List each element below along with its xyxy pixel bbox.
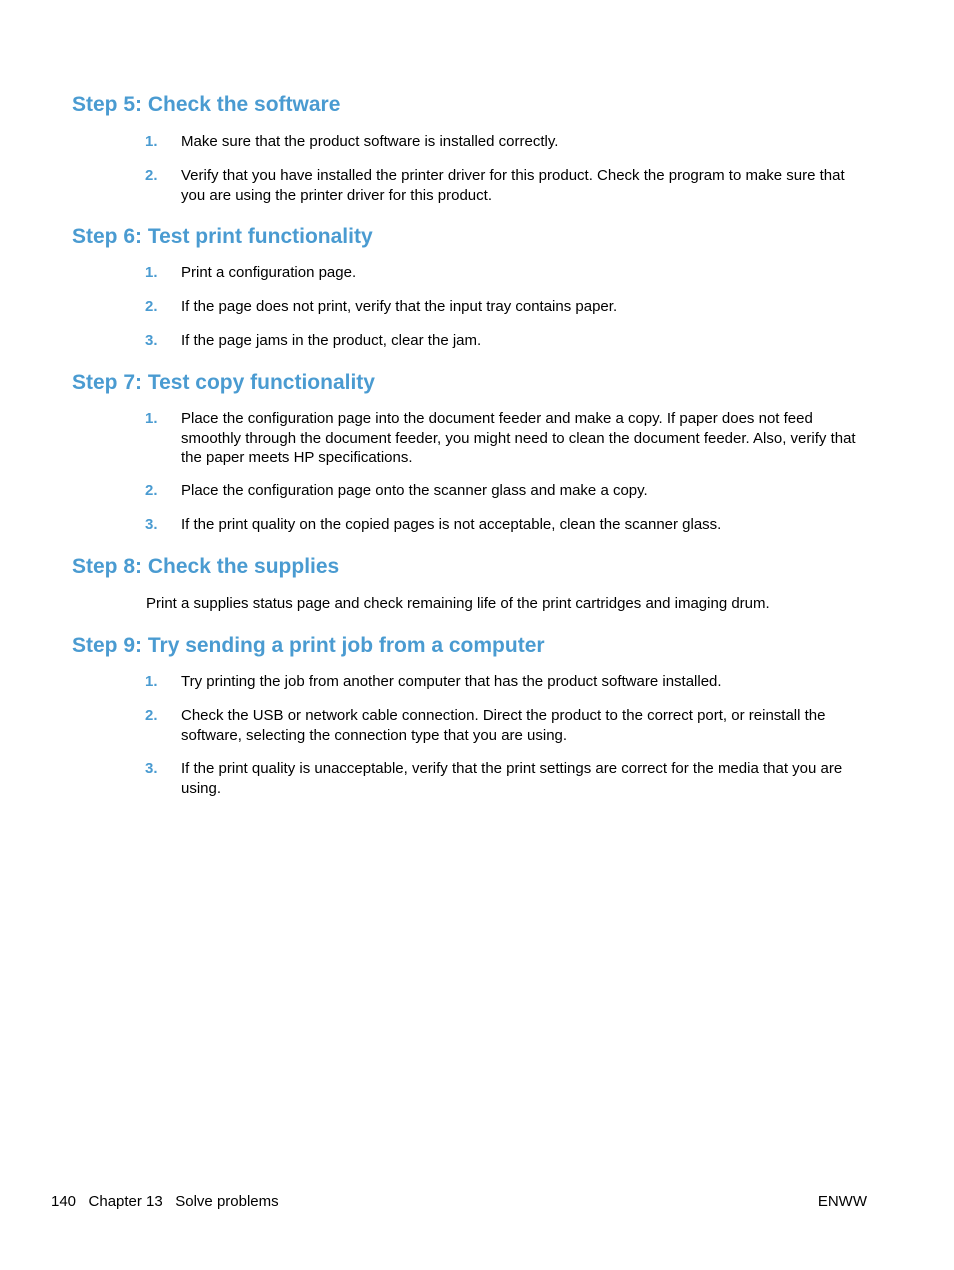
list-text: Check the USB or network cable connection. Direct the product to the correct port, or reinstall the software, selecting the connection type that you are using. <box>181 707 826 744</box>
list-number: 2. <box>145 707 158 724</box>
list-number: 1. <box>145 673 158 690</box>
section-paragraph: Print a supplies status page and check remaining life of the print cartridges and imaging drum. <box>146 595 770 612</box>
list-number: 3. <box>145 760 158 777</box>
footer-locale: ENWW <box>817 1193 867 1210</box>
list-text: Place the configuration page into the document feeder and make a copy. If paper does not feed smoothly through the document feeder, you might need to clean the document feeder. Also, verify that the paper meets HP specifications. <box>181 410 856 466</box>
list-number: 2. <box>145 482 158 499</box>
list-number: 1. <box>145 264 158 281</box>
list-number: 1. <box>145 133 158 150</box>
list-number: 2. <box>145 167 158 184</box>
list-number: 2. <box>145 298 158 315</box>
list-text: Make sure that the product software is installed correctly. <box>181 133 559 150</box>
section-heading: Step 8: Check the supplies <box>72 555 340 578</box>
list-number: 3. <box>145 332 158 349</box>
list-text: If the page does not print, verify that the input tray contains paper. <box>181 298 618 315</box>
list-text: Place the configuration page onto the scanner glass and make a copy. <box>181 482 648 499</box>
footer-page-info: 140 Chapter 13 Solve problems <box>51 1193 279 1210</box>
list-text: Verify that you have installed the printer driver for this product. Check the program to make sure that you are using the printer driver for this product. <box>181 167 845 204</box>
list-text: If the print quality is unacceptable, verify that the print settings are correct for the media that you are using. <box>181 760 843 797</box>
section-heading: Step 6: Test print functionality <box>72 225 373 248</box>
list-number: 1. <box>145 410 158 427</box>
list-text: Print a configuration page. <box>181 264 357 281</box>
section-heading: Step 9: Try sending a print job from a computer <box>72 634 545 657</box>
section-heading: Step 7: Test copy functionality <box>72 371 375 394</box>
section-heading: Step 5: Check the software <box>72 93 341 116</box>
list-text: If the print quality on the copied pages is not acceptable, clean the scanner glass. <box>181 516 722 533</box>
list-number: 3. <box>145 516 158 533</box>
list-text: If the page jams in the product, clear the jam. <box>181 332 482 349</box>
list-text: Try printing the job from another computer that has the product software installed. <box>181 673 722 690</box>
